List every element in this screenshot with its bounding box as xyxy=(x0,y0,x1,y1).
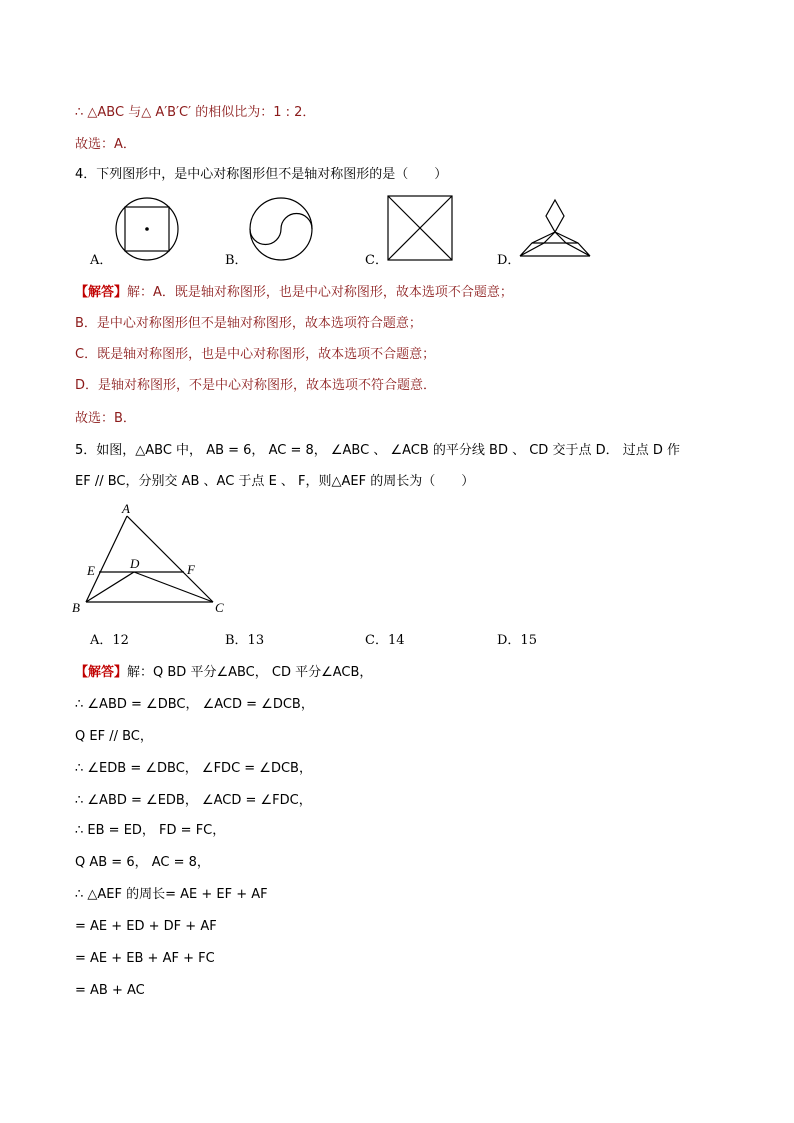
q5-solution-line-11: = AB + AC xyxy=(75,983,145,998)
q5-solution-tag: 【解答】 xyxy=(75,665,128,680)
q4-stem: 4．下列图形中，是中心对称图形但不是轴对称图形的是（ ） xyxy=(75,167,448,182)
q5-stem-line-2: EF // BC，分别交 AB 、AC 于点 E 、 F，则△AEF 的周长为（ ） xyxy=(75,474,475,489)
q5-figure-label-f: F xyxy=(187,562,195,577)
q5-option-c: C．14 xyxy=(365,633,405,648)
q5-option-a: A．12 xyxy=(90,633,129,648)
q5-figure-label-b: B xyxy=(72,600,80,615)
q4-option-d-three-rhombus-figure xyxy=(518,198,594,260)
q5-solution-line-5: ∴ ∠ABD = ∠EDB， ∠ACD = ∠FDC， xyxy=(75,793,312,808)
q5-solution-line-4: ∴ ∠EDB = ∠DBC， ∠FDC = ∠DCB， xyxy=(75,761,312,776)
q5-figure-label-c: C xyxy=(215,600,224,615)
q4-option-b-yinyang-figure xyxy=(248,196,314,260)
q4-solution-tag: 【解答】 xyxy=(75,285,128,300)
q5-solution-line-6: ∴ EB = ED， FD = FC， xyxy=(75,823,226,838)
q4-solution-line-3: C．既是轴对称图形，也是中心对称图形，故本选项不合题意； xyxy=(75,347,436,362)
prev-answer: 故选：A． xyxy=(75,137,136,152)
q4-option-b-label: B． xyxy=(225,253,248,268)
q5-figure-label-d: D xyxy=(130,556,140,571)
q4-solution-line-1: 解：A．既是轴对称图形，也是中心对称图形，故本选项不合题意； xyxy=(127,285,513,300)
q5-stem-line-1: 5．如图，△ABC 中， AB = 6， AC = 8， ∠ABC 、 ∠ACB 的平分线 BD 、 CD 交于点 D． 过点 D 作 xyxy=(75,443,680,458)
q5-figure-label-a: A xyxy=(122,501,130,516)
q4-option-a-label: A． xyxy=(90,253,113,268)
q5-solution-line-7: Q AB = 6， AC = 8， xyxy=(75,855,210,870)
q4-option-a-circle-square-figure xyxy=(112,196,182,260)
q5-solution-line-1: 解：Q BD 平分∠ABC， CD 平分∠ACB， xyxy=(127,665,373,680)
q4-solution-line-4: D．是轴对称图形，不是中心对称图形，故本选项不符合题意． xyxy=(75,378,437,393)
q5-solution-line-8: ∴ △AEF 的周长= AE + EF + AF xyxy=(75,887,268,902)
q4-option-d-label: D． xyxy=(497,253,521,268)
q5-figure-label-e: E xyxy=(87,563,95,578)
q5-triangle-figure xyxy=(70,500,230,620)
q5-solution-line-10: = AE + EB + AF + FC xyxy=(75,951,215,966)
q4-answer: 故选：B． xyxy=(75,411,136,426)
q5-solution-line-2: ∴ ∠ABD = ∠DBC， ∠ACD = ∠DCB， xyxy=(75,697,314,712)
q5-solution-line-3: Q EF // BC， xyxy=(75,729,153,744)
prev-conclusion: ∴ △ABC 与△ A′B′C′ 的相似比为：1 : 2． xyxy=(75,105,316,120)
q5-option-d: D．15 xyxy=(497,633,537,648)
q5-solution-line-9: = AE + ED + DF + AF xyxy=(75,919,217,934)
q5-option-b: B．13 xyxy=(225,633,265,648)
q4-option-c-label: C． xyxy=(365,253,388,268)
q4-solution-first xyxy=(75,284,513,302)
q4-solution-line-2: B．是中心对称图形但不是轴对称图形，故本选项符合题意； xyxy=(75,316,422,331)
q5-solution-first xyxy=(75,664,372,682)
q4-option-c-crossed-square-figure xyxy=(386,194,456,262)
